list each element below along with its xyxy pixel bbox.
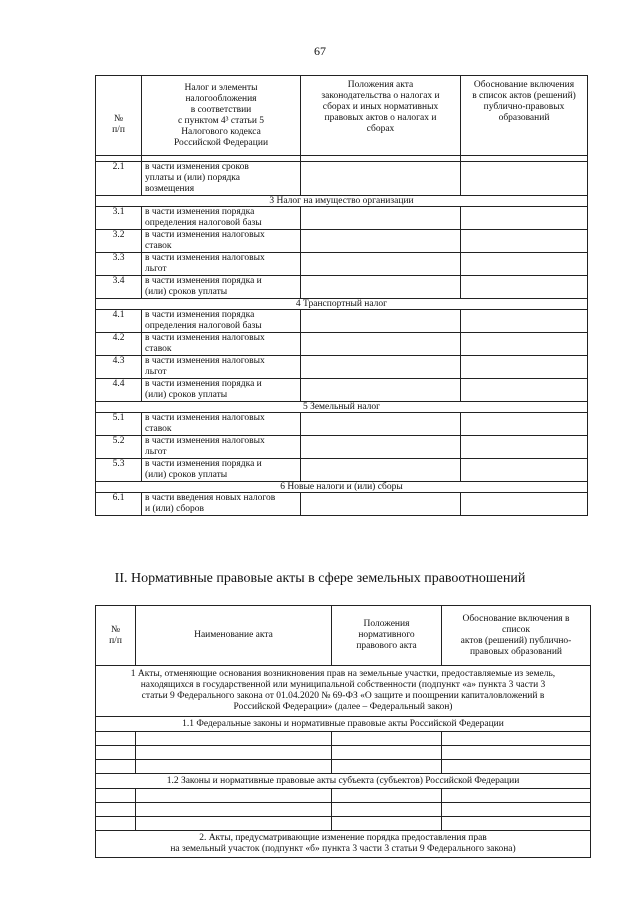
row-num: 4.4 <box>96 379 142 402</box>
table-row <box>96 803 591 817</box>
header-num: № п/п <box>96 76 142 156</box>
section-title-4: 4 Транспортный налог <box>96 299 588 310</box>
table-row <box>96 276 588 299</box>
section-title-3: 3 Налог на имущество организации <box>96 196 588 207</box>
table-row <box>96 789 591 803</box>
header-justification: Обоснование включения в список актов (решений) публично-правовых образований <box>461 76 588 156</box>
section-title-6: 6 Новые налоги и (или) сборы <box>96 482 588 493</box>
row-num: 4.2 <box>96 333 142 356</box>
row-text: в части изменения порядка и (или) сроков уплаты <box>142 276 301 299</box>
subsection-title-1-1: 1.1 Федеральные законы и нормативные правовые акты Российской Федерации <box>96 717 591 732</box>
section-row <box>96 196 588 207</box>
table-row <box>96 760 591 774</box>
row-provisions-cell <box>301 162 461 196</box>
header-provisions: Положения акта законодательства о налогах и сборах и иных нормативных правовых актов о налогах и сборах <box>301 76 461 156</box>
subsection-title-1-2: 1.2 Законы и нормативные правовые акты субъекта (субъектов) Российской Федерации <box>96 774 591 789</box>
table-header-row <box>96 76 588 156</box>
row-justification-cell <box>461 162 588 196</box>
row-text: в части изменения сроков уплаты и (или) порядка возмещения <box>142 162 301 196</box>
table-row <box>96 356 588 379</box>
subsection-row <box>96 717 591 732</box>
header-justification: Обоснование включения в список актов (решений) публично- правовых образований <box>442 606 591 666</box>
subsection-row <box>96 774 591 789</box>
table-row <box>96 253 588 276</box>
table-row <box>96 732 591 746</box>
section-heading: II. Нормативные правовые акты в сфере земельных правоотношений <box>114 571 526 586</box>
row-text: в части введения новых налогов и (или) сборов <box>142 493 301 516</box>
table-header-row <box>96 606 591 666</box>
row-text: в части изменения налоговых льгот <box>142 436 301 459</box>
row-text: в части изменения налоговых льгот <box>142 253 301 276</box>
row-num: 3.1 <box>96 207 142 230</box>
section-row <box>96 482 588 493</box>
header-name: Наименование акта <box>136 606 332 666</box>
table-row <box>96 459 588 482</box>
table-row <box>96 230 588 253</box>
row-text: в части изменения порядка и (или) сроков уплаты <box>142 379 301 402</box>
row-text: в части изменения налоговых льгот <box>142 356 301 379</box>
row-text: в части изменения налоговых ставок <box>142 333 301 356</box>
page-number: 67 <box>314 44 326 58</box>
row-num: 4.1 <box>96 310 142 333</box>
row-num: 6.1 <box>96 493 142 516</box>
header-tax: Налог и элементы налогообложения в соответствии с пунктом 4³ статьи 5 Налогового кодекса Российской Федерации <box>142 76 301 156</box>
row-num: 3.3 <box>96 253 142 276</box>
header-provisions: Положения нормативного правового акта <box>332 606 442 666</box>
section-title-1: 1 Акты, отменяющие основания возникновения прав на земельные участки, предоставляемые из земель, находящихся в государственной или муниципальной собственности (подпункт «а» пункта 3 части 3 статьи 9 Федерального закона от 01.04.2020 № 69-ФЗ «О защите и поощрении капиталовложений в Российской Федерации» (далее – Федеральный закон) <box>96 666 591 717</box>
table-row <box>96 817 591 831</box>
tax-acts-table <box>95 75 588 516</box>
row-num: 4.3 <box>96 356 142 379</box>
table-row <box>96 333 588 356</box>
section-title-5: 5 Земельный налог <box>96 402 588 413</box>
section-title-2: 2. Акты, предусматривающие изменение порядка предоставления прав на земельный участок (подпункт «б» пункта 3 части 3 статьи 9 Федерального закона) <box>96 831 591 858</box>
row-text: в части изменения налоговых ставок <box>142 413 301 436</box>
section-row <box>96 666 591 717</box>
row-num: 5.3 <box>96 459 142 482</box>
row-num: 2.1 <box>96 162 142 196</box>
row-text: в части изменения налоговых ставок <box>142 230 301 253</box>
row-num: 5.1 <box>96 413 142 436</box>
row-text: в части изменения порядка и (или) сроков уплаты <box>142 459 301 482</box>
section-row <box>96 402 588 413</box>
table-row <box>96 413 588 436</box>
row-text: в части изменения порядка определения налоговой базы <box>142 207 301 230</box>
table-row <box>96 207 588 230</box>
table-row <box>96 436 588 459</box>
row-num: 3.2 <box>96 230 142 253</box>
section-row <box>96 831 591 858</box>
table-row <box>96 746 591 760</box>
header-num: № п/п <box>96 606 136 666</box>
row-num: 3.4 <box>96 276 142 299</box>
table-row <box>96 162 588 196</box>
table-row <box>96 310 588 333</box>
row-text: в части изменения порядка определения налоговой базы <box>142 310 301 333</box>
land-acts-table <box>95 605 591 858</box>
table-row <box>96 379 588 402</box>
row-num: 5.2 <box>96 436 142 459</box>
table-row <box>96 493 588 516</box>
section-row <box>96 299 588 310</box>
